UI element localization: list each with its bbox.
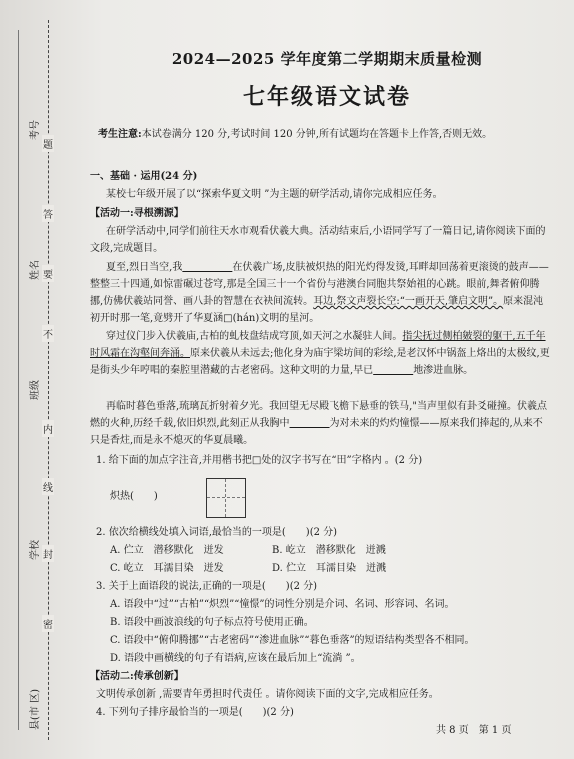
label-xingming: 姓名 (30, 260, 41, 280)
passage-para-2 (90, 328, 550, 379)
label-banji: 班级 (30, 380, 41, 400)
cut-char: 不 (42, 325, 54, 342)
label-xuexiao: 学校 (30, 540, 41, 560)
cut-char: 封 (42, 545, 54, 562)
q3-option-c: C. 语段中“俯仰腾挪”“古老密码”“渗进血脉”“暮色垂落”的短语结构类型各不相同。 (110, 635, 475, 646)
para1-part-b: 在伏羲广场,皮肤被炽热的阳光灼得发烫,耳畔却回荡着更滚烫的鼓声——整整三十四通,如惊雷碾过苍穹,那是全国三十一个省份与港澳台同胞共祭始祖的心跳。眼前,舞者俯仰腾挪,仿佛伏羲站同誉、画八卦的智慧在衣袂间流转。 (90, 262, 549, 307)
q1-word: 炽热( ) (110, 491, 158, 502)
cut-char: 要 (42, 265, 54, 282)
para1-wavy-sentence: 耳边,祭文声裂长空:“一画开天,肇启文明”。 (313, 296, 504, 307)
notice-label: 考生注意: (98, 129, 142, 140)
q2-option-a: A. 伫立 潜移默化 迸发 (110, 545, 224, 556)
cut-char: 密 (42, 615, 54, 632)
q3-option-b: B. 语段中画波浪线的句子标点符号使用正确。 (110, 617, 314, 628)
passage-para-3 (90, 398, 550, 449)
para3-part-b: 为对未来的灼灼憧憬——原来我们捧起的,从来不只是香炷,而是永不熄灭的华夏晨曦。 (90, 418, 543, 446)
para2-part-d: 地渗进血脉。 (413, 365, 474, 376)
binding-solid-line (18, 30, 19, 730)
activity-two-heading: 【活动二:传承创新】 (90, 671, 184, 682)
tian-grid[interactable] (206, 478, 246, 518)
label-kaohao: 考号 (30, 120, 41, 140)
para3-part-a: 再临时暮色垂落,琉璃瓦折射着夕光。我回望无尽殿飞檐下悬垂的铁马,"当声里似有卦爻碰撞。伏羲点燃的火种,历经千载,依旧炽烈,此刻正从我胸中 (90, 401, 547, 429)
page-footer: 共 8 页 第 1 页 (436, 725, 512, 736)
para1-part-d: 原来混沌初开时那一笔,竟劈开了华夏涵□(hán)文明的星河。 (90, 296, 544, 324)
label-xianqu: 县(市 区) (30, 689, 41, 730)
exam-notice (98, 125, 568, 140)
passage-para-1 (90, 259, 550, 327)
notice-text: 本试卷满分 120 分,考试时间 120 分钟,所有试题均在答题卡上作答,否则无效。 (141, 129, 493, 140)
question-3: 3. 关于上面语段的说法,正确的一项是( )(2 分) (96, 581, 318, 592)
cut-char: 内 (42, 420, 54, 437)
para2-part-a: 穿过仪门步入伏羲庙,古柏的虬枝盘结成穹顶,如天河之水凝驻人间。 (106, 331, 403, 342)
section-heading: 一、基础 · 运用(24 分) (90, 171, 198, 182)
question-2: 2. 依次给横线处填入词语,最恰当的一项是( )(2 分) (96, 527, 338, 538)
exam-title: 2024—2025 学年度第二学期期末质量检测 (171, 50, 483, 68)
blank-3 (290, 418, 330, 429)
cut-char: 题 (42, 135, 54, 152)
section-intro: 某校七年级开展了以“探索华夏文明 ”为主题的研学活动,请你完成相应任务。 (106, 189, 443, 200)
cut-char: 答 (42, 205, 54, 222)
q3-option-a: A. 语段中“过”“古柏”“炽烈”“憧憬”的词性分别是介词、名词、形容词、名词。 (110, 599, 455, 610)
q3-option-d: D. 语段中画横线的句子有语病,应该在最后加上“流淌 ”。 (110, 653, 361, 664)
para2-part-c: 原来伏羲从未远去;他化身为庙宇梁坊间的彩绘,是老汉怀中锅盔上烙出的太极纹,更是街头少年哼唱的秦腔里潜藏的古老密码。这种文明的力量,早已 (90, 348, 550, 376)
binding-dashed-line (48, 20, 49, 740)
para2-underlined-sentence: 指尖抚过侧柏皴裂的躯干,五千年时风霜在沟壑间奔涌。 (90, 331, 546, 359)
exam-subtitle: 七年级语文试卷 (242, 84, 411, 110)
blank-1 (182, 262, 232, 273)
q2-option-b: B. 屹立 潜移默化 迸溅 (272, 545, 386, 556)
question-4: 4. 下列句子排序最恰当的一项是( )(2 分) (96, 707, 294, 718)
cut-char: 线 (42, 478, 54, 495)
question-1: 1. 给下面的加点字注音,并用楷书把□处的汉字书写在“田”字格内 。(2 分) (96, 455, 423, 466)
binding-strip (0, 0, 78, 759)
q2-option-c: C. 屹立 耳濡目染 迸发 (110, 563, 224, 574)
activity-two-text: 文明传承创新 ,需要青年勇担时代责任 。请你阅读下面的文字,完成相应任务。 (96, 689, 439, 700)
para1-part-a: 夏至,烈日当空,我 (106, 262, 183, 273)
blank-2 (373, 365, 413, 376)
q2-option-d: D. 伫立 耳濡目染 迸溅 (272, 563, 387, 574)
activity-one-text: 在研学活动中,同学们前往天水市观看伏羲大典。活动结束后,小语同学写了一篇日记,请你阅读下面的文段,完成题目。 (90, 226, 546, 254)
activity-one-heading: 【活动一:寻根溯源】 (90, 208, 184, 219)
